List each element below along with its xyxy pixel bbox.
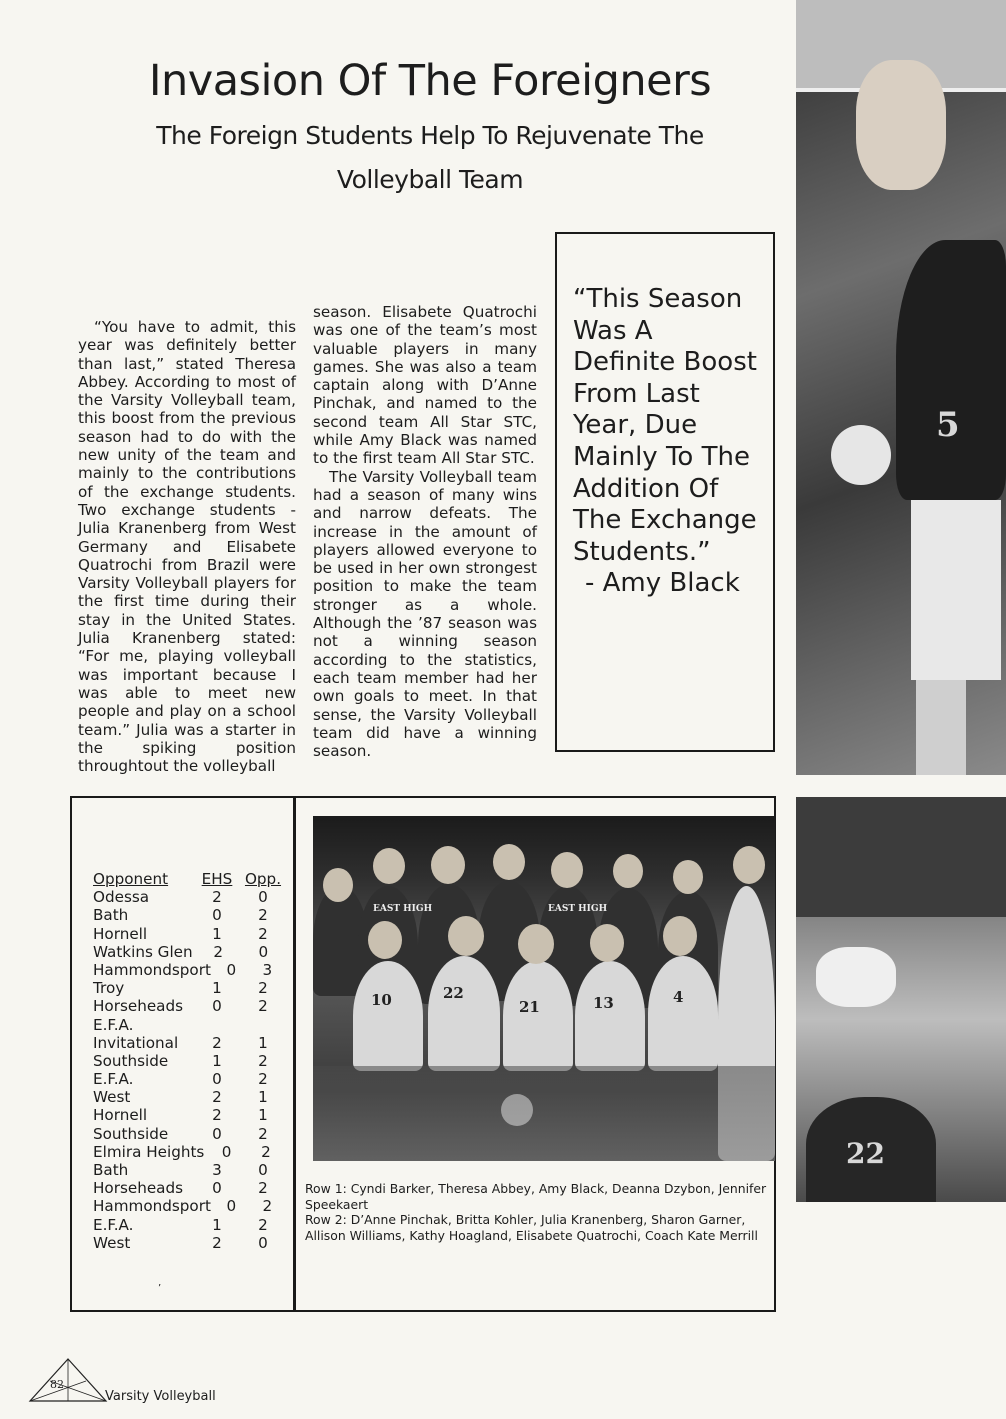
- schedule-opp-score: 1: [258, 1033, 268, 1052]
- header-ehs: EHS: [201, 870, 233, 888]
- schedule-opp-score: 2: [258, 1179, 268, 1198]
- schedule-row: [93, 961, 283, 979]
- schedule-opp-score: 2: [258, 1215, 268, 1234]
- action-photo-bottom: [796, 797, 1006, 1202]
- schedule-opp-score: 0: [258, 942, 269, 961]
- pull-quote-box: [555, 232, 775, 752]
- schedule-ehs-score: 0: [226, 960, 237, 979]
- caption-row-2: Row 2: D’Anne Pinchak, Britta Kohler, Julia Kranenberg, Sharon Garner, Allison Williams, Kathy Hoagland, Elisabete Quatrochi, Coach Kate Merrill: [305, 1212, 758, 1243]
- schedule-opponent: Elmira Heights: [93, 1142, 205, 1161]
- action-photo-top: [796, 0, 1006, 775]
- schedule-opp-score: 1: [258, 1106, 268, 1125]
- schedule-opp-score: 1: [258, 1088, 268, 1107]
- schedule-ehs-score: 2: [213, 942, 224, 961]
- jersey-number: 10: [371, 991, 392, 1009]
- pull-quote-author: - Amy Black: [585, 568, 740, 599]
- header-opp: Opp.: [244, 870, 282, 888]
- schedule-table: [93, 870, 283, 1252]
- schedule-opponent: Bath: [93, 1161, 129, 1179]
- schedule-ehs-score: 2: [212, 888, 222, 907]
- schedule-row: [93, 1234, 283, 1252]
- footer-triangle-icon: [28, 1357, 108, 1403]
- schedule-opponent: West: [93, 1088, 131, 1107]
- schedule-row: [93, 888, 283, 906]
- pull-quote-text: “This Season Was A Definite Boost From Last Year, Due Mainly To The Addition Of The Exchange Students.”: [573, 284, 757, 567]
- schedule-opponent: E.F.A.: [93, 1015, 134, 1034]
- schedule-row: [93, 1143, 283, 1161]
- schedule-opp-score: 0: [258, 1233, 268, 1252]
- schedule-ehs-score: 3: [212, 1161, 222, 1179]
- schedule-opponent: Invitational: [93, 1033, 179, 1052]
- jersey-number: 4: [673, 988, 684, 1006]
- schedule-opp-score: 2: [258, 1051, 268, 1070]
- caption-row-1: Row 1: Cyndi Barker, Theresa Abbey, Amy Black, Deanna Dzybon, Jennifer Speekaert: [305, 1181, 767, 1212]
- schedule-ehs-score: 1: [212, 979, 222, 998]
- schedule-row: [93, 1179, 283, 1197]
- schedule-opponent: Odessa: [93, 888, 150, 907]
- schedule-opp-score: 2: [258, 924, 268, 943]
- schedule-ehs-score: 1: [212, 924, 222, 943]
- schedule-ehs-score: 1: [212, 1215, 222, 1234]
- schedule-row: [93, 1088, 283, 1106]
- schedule-opponent: E.F.A.: [93, 1215, 134, 1234]
- jersey-number: 22: [846, 1137, 885, 1170]
- schedule-ehs-score: 0: [221, 1142, 232, 1161]
- schedule-opp-score: 3: [262, 960, 273, 979]
- schedule-opp-score: [243, 1016, 283, 1034]
- schedule-opp-score: 2: [258, 906, 268, 925]
- schedule-row: [93, 1052, 283, 1070]
- schedule-opponent: Troy: [93, 979, 125, 998]
- schedule-row: [93, 1161, 283, 1179]
- schedule-row: [93, 1216, 283, 1234]
- schedule-row: [93, 1125, 283, 1143]
- schedule-row: [93, 906, 283, 924]
- jersey-number: 21: [519, 998, 540, 1016]
- schedule-opponent: E.F.A.: [93, 1070, 134, 1089]
- schedule-header-row: [93, 870, 283, 888]
- jersey-number: 5: [936, 405, 960, 445]
- schedule-row: [93, 1106, 283, 1124]
- schedule-opp-score: 2: [261, 1142, 271, 1161]
- page-title: Invasion Of The Foreigners: [148, 56, 712, 106]
- schedule-ehs-score: 0: [212, 1179, 222, 1198]
- schedule-row: [93, 997, 283, 1015]
- schedule-opp-score: 2: [258, 979, 268, 998]
- page-number: 82: [50, 1378, 64, 1391]
- schedule-opponent: Southside: [93, 1051, 169, 1070]
- schedule-opp-score: 2: [258, 1124, 268, 1143]
- schedule-row: [93, 1197, 283, 1215]
- schedule-ehs-score: 2: [212, 1233, 222, 1252]
- print-mark: ’: [158, 1283, 162, 1294]
- article-paragraph: “You have to admit, this year was definitely better than last,” stated Theresa Abbey. According to most of the Varsity Volleyball team, this boost from the previous season had to do with the new unity of the team and mainly to the contributions of the exchange students. Two exchange students - Julia Kranenberg from West Germany and Elisabete Quatrochi from Brazil were Varsity Volleyball players for the first time during their stay in the United States. Julia Kranenberg stated: “For me, playing volleyball was important because I was able to meet new people and play on a school team.” Julia was a starter in the spiking position throughtout the volleyball: [78, 318, 296, 776]
- schedule-row: [93, 925, 283, 943]
- schedule-opponent: Hornell: [93, 1106, 148, 1125]
- schedule-row: [93, 943, 283, 961]
- schedule-row: [93, 1016, 283, 1034]
- schedule-ehs-score: 0: [212, 1070, 222, 1089]
- schedule-opponent: Horseheads: [93, 997, 184, 1016]
- jersey-text: EAST HIGH: [373, 904, 433, 914]
- schedule-opponent: Hammondsport: [93, 960, 211, 979]
- schedule-opp-score: 2: [258, 1070, 268, 1089]
- schedule-opp-score: 0: [258, 888, 268, 907]
- schedule-row: [93, 979, 283, 997]
- schedule-ehs-score: 0: [212, 997, 222, 1016]
- jersey-text: EAST HIGH: [548, 904, 608, 914]
- schedule-ehs-score: 2: [212, 1106, 222, 1125]
- schedule-opponent: Watkins Glen: [93, 942, 193, 961]
- schedule-ehs-score: 0: [212, 1124, 222, 1143]
- article-column-2: [313, 303, 537, 760]
- schedule-opp-score: 0: [258, 1161, 268, 1179]
- schedule-opponent: Horseheads: [93, 1179, 184, 1198]
- header-opponent: Opponent: [93, 870, 169, 888]
- schedule-ehs-score: 2: [212, 1033, 222, 1052]
- schedule-row: [93, 1070, 283, 1088]
- article-paragraph: The Varsity Volleyball team had a season of many wins and narrow defeats. The increase in the amount of players allowed everyone to be used in her own strongest position to make the team stronger as a whole. Although the ’87 season was not a winning season according to the statistics, each team member had her own goals to meet. In that sense, the Varsity Volleyball team did have a winning season.: [313, 467, 537, 761]
- article-paragraph: season. Elisabete Quatrochi was one of the team’s most valuable players in many games. She was also a team captain along with D’Anne Pinchak, and named to the second team All Star STC, while Amy Black was named to the first team All Star STC.: [313, 303, 537, 468]
- schedule-opponent: Hornell: [93, 924, 148, 943]
- jersey-number: 13: [593, 994, 614, 1012]
- schedule-row: [93, 1034, 283, 1052]
- jersey-number: 22: [443, 984, 464, 1002]
- box-divider: [293, 796, 296, 1312]
- footer-section-label: Varsity Volleyball: [105, 1389, 216, 1404]
- schedule-opponent: Hammondsport: [93, 1197, 211, 1216]
- schedule-opponent: West: [93, 1233, 131, 1252]
- photo-caption: [305, 1181, 767, 1243]
- team-photo: [313, 816, 775, 1161]
- schedule-opp-score: 2: [258, 997, 268, 1016]
- schedule-opponent: Southside: [93, 1124, 169, 1143]
- schedule-opp-score: 2: [262, 1197, 273, 1216]
- article-column-1: [78, 318, 296, 775]
- schedule-ehs-score: 2: [212, 1088, 222, 1107]
- schedule-opponent: Bath: [93, 906, 129, 925]
- page-subtitle: The Foreign Students Help To Rejuvenate The Volleyball Team: [156, 121, 704, 194]
- schedule-ehs-score: 1: [212, 1051, 222, 1070]
- schedule-ehs-score: 0: [212, 906, 222, 925]
- schedule-ehs-score: [191, 1016, 243, 1034]
- schedule-ehs-score: 0: [226, 1197, 237, 1216]
